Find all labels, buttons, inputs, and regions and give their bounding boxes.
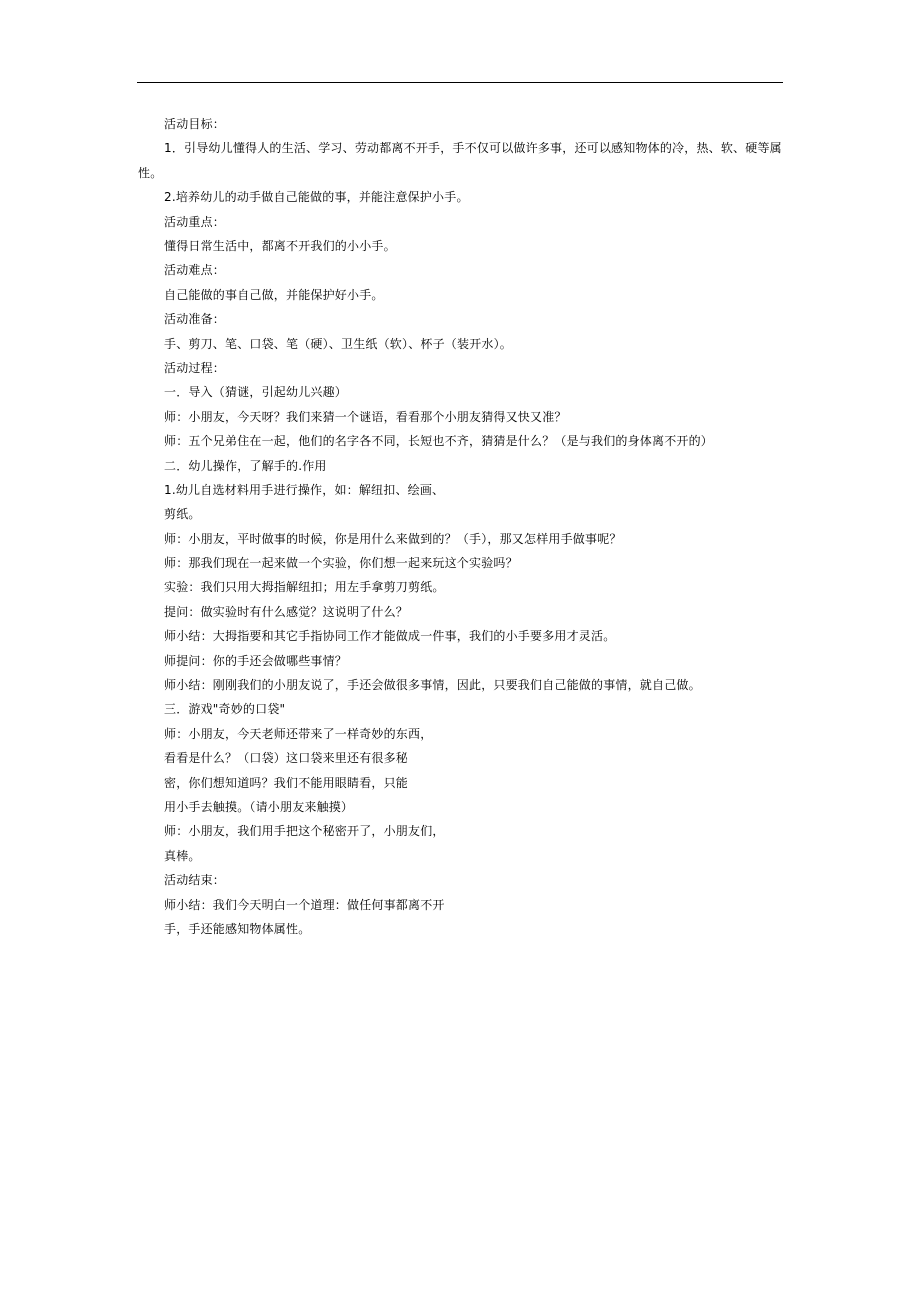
paragraph-line: 实验：我们只用大拇指解纽扣；用左手拿剪刀剪纸。 bbox=[164, 580, 445, 595]
paragraph-line: 剪纸。 bbox=[164, 507, 201, 522]
paragraph-line: 师：小朋友，平时做事的时候，你是用什么来做到的？（手），那又怎样用手做事呢？ bbox=[164, 531, 622, 546]
paragraph-line: 1．引导幼儿懂得人的生活、学习、劳动都离不开手，手不仅可以做许多事，还可以感知物体的冷，热、软、硬等属性。 bbox=[138, 141, 782, 180]
paragraph-line: 手、剪刀、笔、口袋、笔（硬）、卫生纸（软）、杯子（装开水）。 bbox=[164, 336, 513, 351]
paragraph-line: 密，你们想知道吗？我们不能用眼睛看，只能 bbox=[164, 775, 409, 790]
paragraph-line: 二．幼儿操作，了解手的.作用 bbox=[164, 458, 327, 473]
paragraph-line: 师：五个兄弟住在一起，他们的名字各不同，长短也不齐，猜猜是什么？（是与我们的身体离不开的） bbox=[164, 434, 714, 449]
paragraph-line: 师：小朋友，我们用手把这个秘密开了，小朋友们， bbox=[164, 824, 445, 839]
paragraph-line: 看看是什么？（口袋）这口袋来里还有很多秘 bbox=[164, 751, 409, 766]
paragraph-line: 手，手还能感知物体属性。 bbox=[164, 921, 311, 936]
paragraph-line: 一．导入（猜谜，引起幼儿兴趣） bbox=[164, 385, 348, 400]
paragraph-line: 活动难点： bbox=[164, 263, 226, 278]
paragraph-line: 活动结束： bbox=[164, 873, 226, 888]
paragraph-line: 1.幼儿自选材料用手进行操作，如：解纽扣、绘画、 bbox=[164, 482, 445, 497]
paragraph-line: 懂得日常生活中，都离不开我们的小小手。 bbox=[164, 238, 396, 253]
paragraph-line: 活动过程： bbox=[164, 360, 226, 375]
paragraph-line: 三．游戏"奇妙的口袋" bbox=[164, 702, 286, 717]
paragraph-line: 提问：做实验时有什么感觉？这说明了什么？ bbox=[164, 604, 409, 619]
paragraph-line: 师：小朋友，今天呀？我们来猜一个谜语，看看那个小朋友猜得又快又准？ bbox=[164, 409, 567, 424]
paragraph-line: 2.培养幼儿的动手做自己能做的事，并能注意保护小手。 bbox=[164, 190, 469, 205]
paragraph-line: 真棒。 bbox=[164, 848, 201, 863]
paragraph-line: 活动准备： bbox=[164, 312, 226, 327]
paragraph-line: 师小结：大拇指要和其它手指协同工作才能做成一件事，我们的小手要多用才灵活。 bbox=[164, 629, 616, 644]
paragraph-line: 活动目标： bbox=[164, 117, 226, 131]
document-body bbox=[138, 112, 788, 941]
paragraph-line: 师：小朋友，今天老师还带来了一样奇妙的东西， bbox=[164, 726, 433, 741]
header-rule bbox=[137, 82, 783, 83]
paragraph-line: 师小结：刚刚我们的小朋友说了，手还会做很多事情，因此，只要我们自己能做的事情，就自己做。 bbox=[164, 678, 701, 693]
paragraph-line: 自己能做的事自己做，并能保护好小手。 bbox=[164, 287, 384, 302]
paragraph-line: 师小结：我们今天明白一个道理：做任何事都离不开 bbox=[164, 897, 445, 912]
paragraph-line: 用小手去触摸。（请小朋友来触摸） bbox=[164, 799, 354, 814]
paragraph-line: 活动重点： bbox=[164, 214, 226, 229]
paragraph-line: 师：那我们现在一起来做一个实验，你们想一起来玩这个实验吗？ bbox=[164, 556, 518, 571]
paragraph-line: 师提问：你的手还会做哪些事情？ bbox=[164, 653, 348, 668]
